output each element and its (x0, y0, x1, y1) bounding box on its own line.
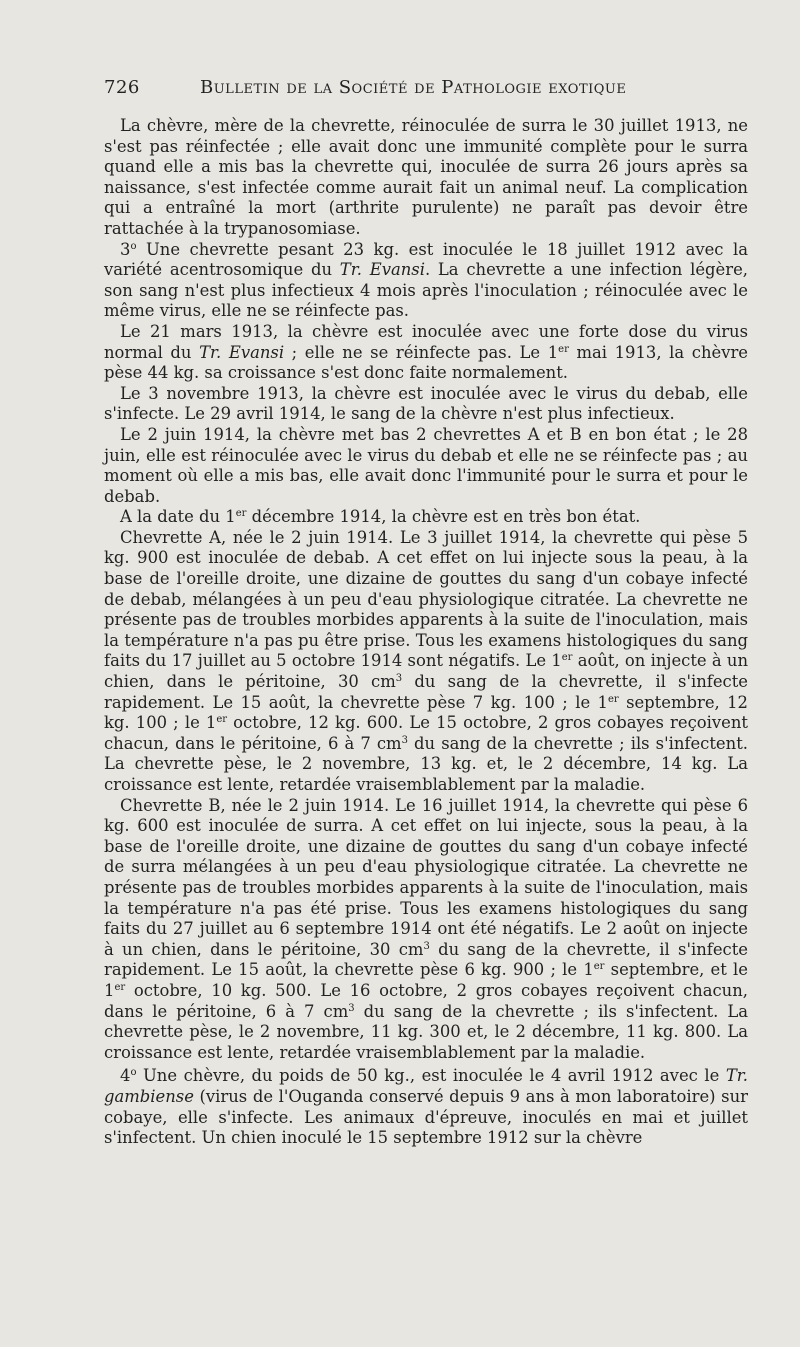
text-run: (virus de l'Ouganda conservé depuis 9 ans à mon laboratoire) sur cobaye, elle s'infecte. Les animaux d'épreuve, inoculés en mai et juillet s'infectent. Un chien inoculé le 15 septembre 1912 sur la chèvre (104, 1086, 748, 1148)
paragraph (104, 116, 748, 240)
superscript: er (114, 981, 126, 993)
paragraph (104, 528, 748, 796)
superscript: er (558, 343, 569, 355)
running-header (104, 76, 748, 100)
text-run: A la date du 1 (120, 507, 236, 527)
paragraph (104, 425, 748, 507)
body-text (104, 116, 748, 1149)
text-run: du sang de la chevrette, il s'infecte rapidement. Le 15 août, la chevrette pèse 7 kg. 100 ; le 1 (104, 672, 748, 712)
text-run: octobre, 12 kg. 600. Le 15 octobre, 2 gros cobayes reçoivent chacun, dans le péritoine, 6 à 7 cm (104, 713, 748, 753)
text-run: du sang de la chevrette, il s'infecte rapidement. Le 15 août, la chevrette pèse 6 kg. 900 ; le 1 (104, 939, 748, 980)
superscript: er (593, 961, 605, 973)
text-run: La chèvre, mère de la chevrette, réinoculée de surra le 30 juillet 1913, ne s'est pas réinfectée ; elle avait donc une immunité complète pour le surra quand elle a mis bas la chevrette qui, inoculée de surra 26 jours après sa naissance, s'est infectée comme aurait fait un animal neuf. La complication qui a entraîné la mort (arthrite purulente) ne paraît pas devoir être rattachée à la trypanosomiase. (104, 116, 748, 238)
superscript: 3 (395, 673, 403, 685)
superscript: er (607, 693, 619, 705)
text-run: mai 1913, la chèvre pèse 44 kg. sa croissance s'est donc faite normalement. (104, 342, 748, 383)
superscript: er (235, 508, 247, 520)
text-run: du sang de la chevrette ; ils s'infectent. La chevrette pèse, le 2 novembre, 11 kg. 300 et, le 2 décembre, 11 kg. 800. La croissance est lente, retardée vraisemblablement par la maladie. (104, 1001, 749, 1062)
superscript: 3 (348, 1002, 355, 1014)
paragraph (104, 322, 748, 384)
superscript: 3 (423, 940, 430, 952)
text-run: 3 (120, 239, 131, 259)
paragraph (104, 796, 748, 1064)
paragraph (104, 384, 748, 425)
text-run: août, on injecte à un chien, dans le péritoine, 30 cm (104, 651, 748, 692)
text-run: 4 (120, 1066, 131, 1086)
text-run: septembre, et le 1 (104, 960, 749, 1000)
paragraph (104, 240, 748, 322)
superscript: er (561, 652, 573, 664)
text-run: Chevrette A, née le 2 juin 1914. Le 3 juillet 1914, la chevrette qui pèse 5 kg. 900 est inoculée de debab. A cet effet on lui injecte sous la peau, à la base de l'oreille droite, une dizaine de gouttes du sang d'un cobaye infecté de debab, mélangées à un peu d'eau physiologique citratée. La chevrette ne présente pas de troubles morbides apparents à la suite de l'inoculation, mais la température n'a pas pu être prise. Tous les examens histologiques du sang faits du 17 juillet au 5 octobre 1914 sont négatifs. Le 1 (104, 527, 748, 671)
text-run: Le 2 juin 1914, la chèvre met bas 2 chevrettes A et B en bon état ; le 28 juin, elle est réinoculée avec le virus du debab et elle ne se réinfecte pas ; au moment où elle a mis bas, elle avait donc l'immunité pour le surra et pour le debab. (104, 424, 748, 506)
superscript: o (130, 1067, 137, 1079)
text-run: Le 21 mars 1913, la chèvre est inoculée avec une forte dose du virus normal du (104, 321, 748, 362)
paragraph (104, 507, 748, 528)
text-run: . La chevrette a une infection légère, son sang n'est plus infectieux 4 mois après l'inoculation ; réinoculée avec le même virus, elle ne se réinfecte pas. (104, 260, 748, 321)
text-run: ; elle ne se réinfecte pas. Le 1 (284, 342, 559, 362)
text-run: du sang de la chevrette ; ils s'infectent. La chevrette pèse, le 2 novembre, 13 kg. et, le 2 décembre, 14 kg. La croissance est lente, retardée vraisemblablement par la maladie. (104, 733, 748, 794)
italic-text: Tr. Evansi (339, 260, 425, 280)
text-run: Le 3 novembre 1913, la chèvre est inoculée avec le virus du debab, elle s'infecte. Le 29 avril 1914, le sang de la chèvre n'est plus infectieux. (104, 383, 748, 424)
text-run: septembre, 12 kg. 100 ; le 1 (104, 692, 748, 733)
text-run: Une chevrette pesant 23 kg. est inoculée le 18 juillet 1912 avec la variété acentrosomique du (104, 239, 748, 280)
superscript: 3 (401, 734, 408, 746)
text-run: décembre 1914, la chèvre est en très bon état. (246, 507, 641, 527)
superscript: er (216, 714, 228, 726)
superscript: o (130, 240, 137, 252)
text-run: Chevrette B, née le 2 juin 1914. Le 16 juillet 1914, la chevrette qui pèse 6 kg. 600 est inoculée de surra. A cet effet on lui injecte, sous la peau, à la base de l'oreille droite, une dizaine de gouttes du sang d'un cobaye infecté de surra mélangées à un peu d'eau physiologique citratée. La chevrette ne présente pas de troubles morbides apparents à la suite de l'inoculation, mais la température n'a pas été prise. Tous les examens histologiques du sang faits du 27 juillet au 6 septembre 1914 ont été négatifs. Le 2 août on injecte à un chien, dans le péritoine, 30 cm (104, 795, 748, 959)
paragraph (104, 1066, 748, 1148)
italic-text: Tr. gambiense (104, 1066, 748, 1106)
text-run: octobre, 10 kg. 500. Le 16 octobre, 2 gros cobayes reçoivent chacun, dans le péritoine, 6 à 7 cm (104, 980, 748, 1021)
running-title: Bulletin de la Société de Pathologie exotique (200, 77, 627, 98)
text-run: Une chèvre, du poids de 50 kg., est inoculée le 4 avril 1912 avec le (136, 1066, 726, 1086)
page-number: 726 (104, 77, 140, 98)
italic-text: Tr. Evansi (199, 342, 285, 362)
